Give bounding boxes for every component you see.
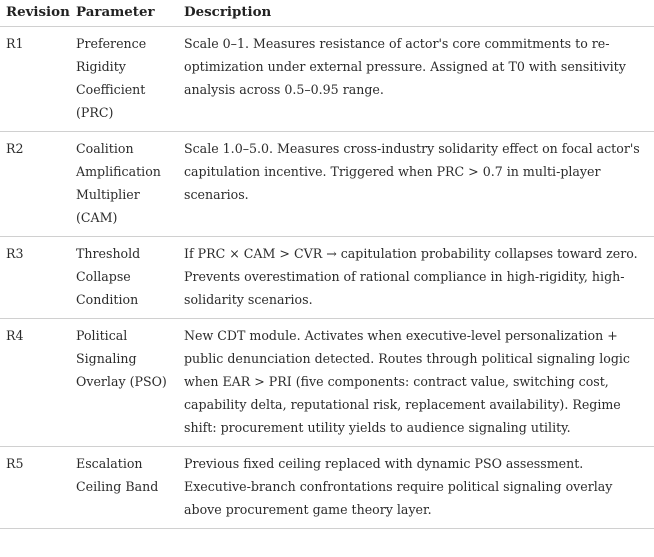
- description-cell: New CDT module. Activates when executive-level personalization + public denunciation detected. Routes through political signaling logic when EAR > PRI (five components: contract value, switching cost, capability delta, reputational risk, replacement availability). Regime shift: procurement utility yields to audience signaling utility.: [184, 319, 654, 447]
- revision-cell: R4: [0, 319, 76, 447]
- table-row: [0, 132, 654, 237]
- header-revision: Revision: [0, 0, 76, 27]
- table-body: [0, 27, 654, 529]
- revision-cell: R3: [0, 237, 76, 319]
- table-row: [0, 319, 654, 447]
- parameter-cell: Coalition Amplification Multiplier (CAM): [76, 132, 184, 237]
- description-cell: Previous fixed ceiling replaced with dynamic PSO assessment. Executive-branch confrontations require political signaling overlay above procurement game theory layer.: [184, 447, 654, 529]
- parameter-cell: Escalation Ceiling Band: [76, 447, 184, 529]
- revision-cell: R2: [0, 132, 76, 237]
- revision-cell: R5: [0, 447, 76, 529]
- parameter-cell: Preference Rigidity Coefficient (PRC): [76, 27, 184, 132]
- parameter-cell: Threshold Collapse Condition: [76, 237, 184, 319]
- description-cell: Scale 1.0–5.0. Measures cross-industry solidarity effect on focal actor's capitulation incentive. Triggered when PRC > 0.7 in multi-player scenarios.: [184, 132, 654, 237]
- parameter-cell: Political Signaling Overlay (PSO): [76, 319, 184, 447]
- revision-cell: R1: [0, 27, 76, 132]
- table-row: [0, 27, 654, 132]
- description-cell: Scale 0–1. Measures resistance of actor's core commitments to re-optimization under external pressure. Assigned at T0 with sensitivity analysis across 0.5–0.95 range.: [184, 27, 654, 132]
- description-cell: If PRC × CAM > CVR → capitulation probability collapses toward zero. Prevents overestimation of rational compliance in high-rigidity, high-solidarity scenarios.: [184, 237, 654, 319]
- table-row: [0, 447, 654, 529]
- table-header: [0, 0, 654, 27]
- header-row: [0, 0, 654, 27]
- header-description: Description: [184, 0, 654, 27]
- header-parameter: Parameter: [76, 0, 184, 27]
- table-row: [0, 237, 654, 319]
